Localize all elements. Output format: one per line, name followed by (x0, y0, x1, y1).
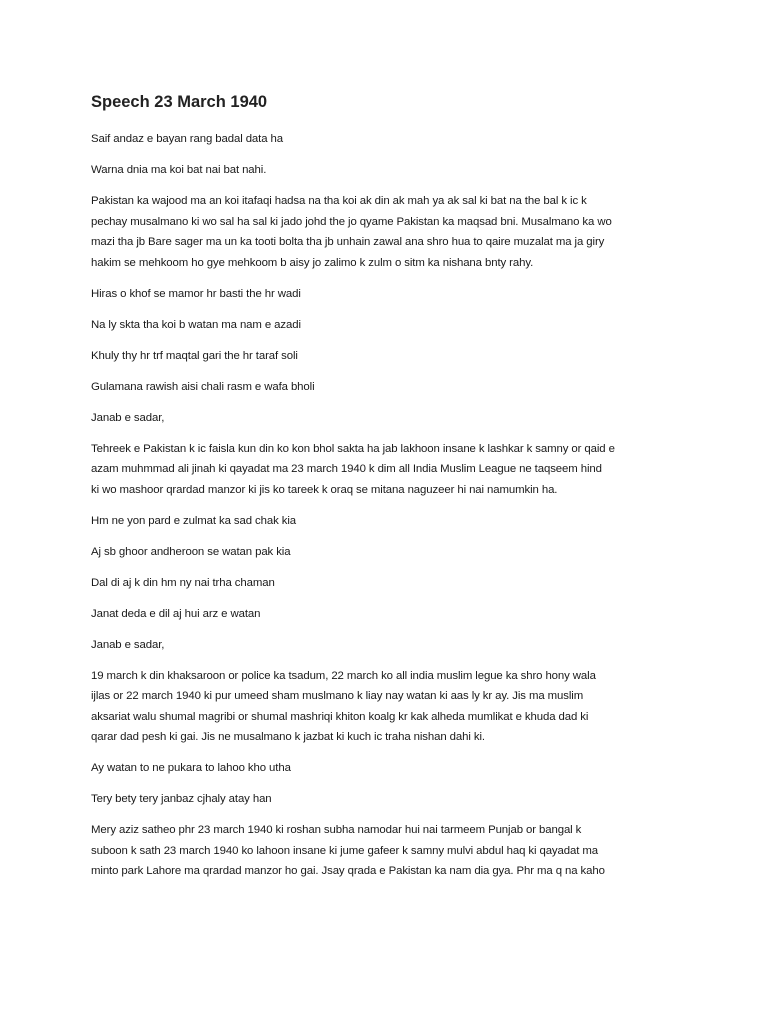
paragraph: 19 march k din khaksaroon or police ka tsadum, 22 march ko all india muslim legue ka shro hony wala ijlas or 22 march 1940 ki pur umeed sham muslmano k liay nay watan ki aas ly kr ay. Jis ma muslim aksariat walu shumal magribi or shumal mashriqi khiton koalg kr kak alheda mumlikat e khuda dad ki qarar dad pesh ki gai. Jis ne musalmano k jazbat ki kuch ic traha nishan dahi ki. (91, 669, 596, 743)
poem-line: Na ly skta tha koi b watan ma nam e azadi (91, 318, 301, 331)
poem-line: Hm ne yon pard e zulmat ka sad chak kia (91, 514, 297, 527)
paragraph: Mery aziz satheo phr 23 march 1940 ki roshan subha namodar hui nai tarmeem Punjab or bangal k suboon k sath 23 march 1940 ko lahoon insane ki jume gafeer k samny mulvi abdul haq ki qayadat ma minto park Lahore ma qrardad manzor ho gai. Jsay qrada e Pakistan ka nam dia gya. Phr ma q na kaho (91, 824, 605, 877)
document-page (91, 91, 691, 892)
poem-line: Gulamana rawish aisi chali rasm e wafa bholi (91, 380, 315, 393)
poem-line: Dal di aj k din hm ny nai trha chaman (91, 576, 275, 589)
paragraph: Tehreek e Pakistan k ic faisla kun din ko kon bhol sakta ha jab lakhoon insane k lashkar k samny or qaid e azam muhmmad ali jinah ki qayadat ma 23 march 1940 k dim all India Muslim League ne taqseem hind ki wo mashoor qrardad manzor ki jis ko tareek k oraq se mitana naguzeer hi nai namumkin ha. (91, 442, 615, 496)
poem-line: Janat deda e dil aj hui arz e watan (91, 607, 261, 620)
poem-line: Tery bety tery janbaz cjhaly atay han (91, 793, 272, 805)
poem-line: Hiras o khof se mamor hr basti the hr wadi (91, 287, 301, 300)
poem-line: Aj sb ghoor andheroon se watan pak kia (91, 545, 291, 558)
address-line: Janab e sadar, (91, 411, 165, 424)
paragraph: Saif andaz e bayan rang badal data ha (91, 133, 283, 145)
document-title: Speech 23 March 1940 (91, 93, 268, 111)
paragraph: Warna dnia ma koi bat nai bat nahi. (91, 164, 267, 176)
poem-line: Khuly thy hr trf maqtal gari the hr taraf soli (91, 349, 298, 362)
address-line: Janab e sadar, (91, 638, 165, 651)
poem-line: Ay watan to ne pukara to lahoo kho utha (91, 762, 291, 774)
paragraph: Pakistan ka wajood ma an koi itafaqi hadsa na tha koi ak din ak mah ya ak sal ki bat na the bal k ic k pechay musalmano ki wo sal ha sal ki jado johd the jo qyame Pakistan ka maqsad bni. Musalmano ka wo mazi tha jb Bare sager ma un ka tooti bolta tha jb unhain zawal ana shro hua to qaire muzalat ma ja giry hakim se mehkoom ho gye mehkoom b aisy jo zalimo k zulm o sitm ka nishana bnty rahy. (91, 195, 612, 269)
